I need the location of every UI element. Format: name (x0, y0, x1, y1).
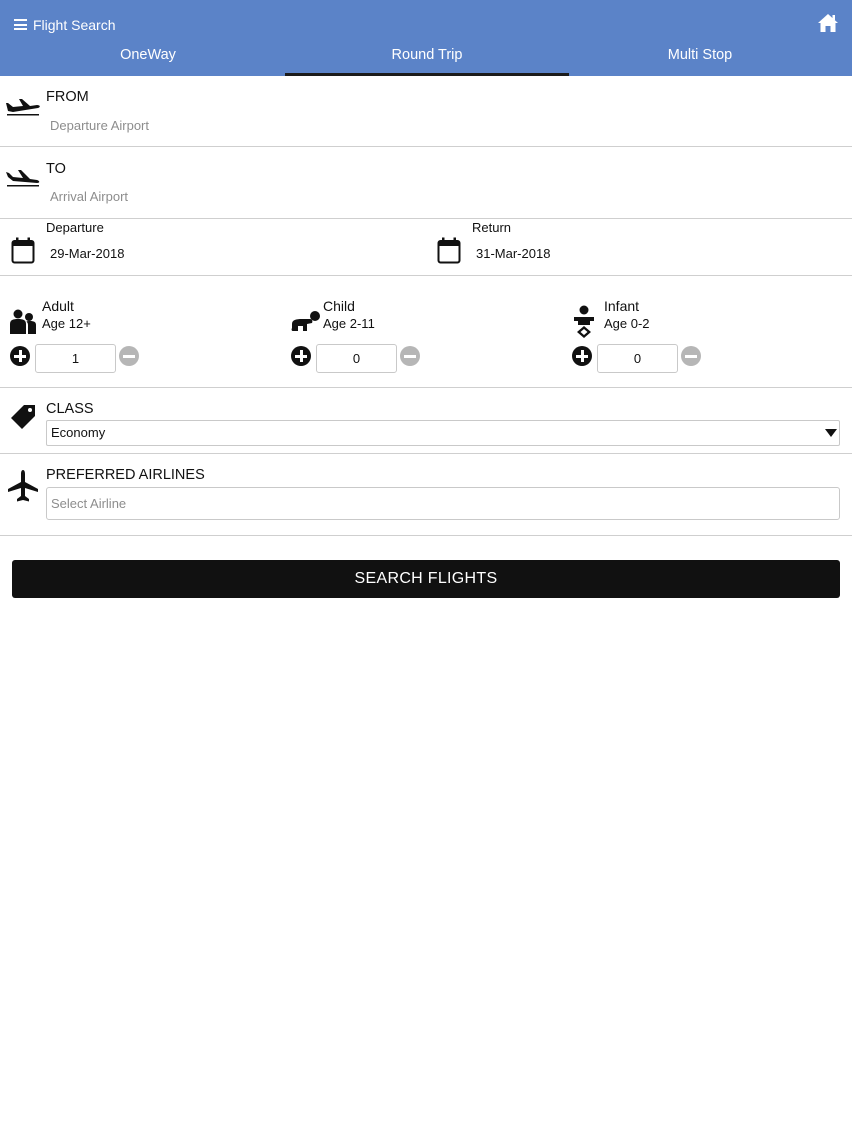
to-label: TO (46, 161, 66, 177)
infant-icon (571, 305, 597, 339)
child-increment-button[interactable] (291, 346, 311, 366)
child-decrement-button[interactable] (400, 346, 420, 366)
home-icon[interactable] (817, 13, 839, 33)
chevron-down-icon (825, 429, 837, 437)
adult-label: Adult (42, 298, 74, 314)
preferred-airlines-label: PREFERRED AIRLINES (46, 467, 205, 483)
app-title: Flight Search (33, 17, 116, 33)
divider (0, 387, 852, 388)
divider (0, 453, 852, 454)
calendar-icon (11, 237, 35, 264)
divider (0, 146, 852, 147)
child-label: Child (323, 298, 355, 314)
child-age: Age 2-11 (323, 316, 375, 331)
infant-increment-button[interactable] (572, 346, 592, 366)
adult-age: Age 12+ (42, 316, 91, 331)
infant-age: Age 0-2 (604, 316, 650, 331)
divider (0, 275, 852, 276)
adult-decrement-button[interactable] (119, 346, 139, 366)
airline-input[interactable]: Select Airline (46, 487, 840, 520)
adult-count-input[interactable]: 1 (35, 344, 116, 373)
tab-round-trip[interactable]: Round Trip (285, 47, 569, 76)
tag-icon (10, 404, 36, 430)
search-flights-button[interactable]: SEARCH FLIGHTS (12, 560, 840, 598)
infant-decrement-button[interactable] (681, 346, 701, 366)
plane-takeoff-icon (5, 97, 41, 117)
infant-count-input[interactable]: 0 (597, 344, 678, 373)
airplane-icon (8, 470, 38, 503)
tab-multi-stop[interactable]: Multi Stop (667, 47, 733, 63)
app-header (0, 0, 852, 76)
return-label: Return (472, 220, 512, 235)
hamburger-menu-icon[interactable] (14, 19, 27, 30)
class-select-value: Economy (51, 425, 106, 440)
divider (0, 535, 852, 536)
departure-label: Departure (46, 220, 104, 235)
departure-date-value: 29-Mar-2018 (50, 246, 125, 261)
adult-icon (9, 309, 37, 334)
child-count-input[interactable]: 0 (316, 344, 397, 373)
tab-oneway[interactable]: OneWay (120, 47, 176, 63)
from-placeholder: Departure Airport (50, 118, 149, 133)
divider (0, 218, 852, 219)
class-label: CLASS (46, 401, 94, 417)
return-date-value: 31-Mar-2018 (476, 246, 551, 261)
class-select[interactable] (46, 420, 840, 446)
infant-label: Infant (604, 298, 640, 314)
from-label: FROM (46, 89, 89, 105)
adult-increment-button[interactable] (10, 346, 30, 366)
plane-landing-icon (5, 167, 41, 187)
child-icon (290, 310, 322, 333)
calendar-icon (437, 237, 461, 264)
to-placeholder: Arrival Airport (50, 189, 129, 204)
